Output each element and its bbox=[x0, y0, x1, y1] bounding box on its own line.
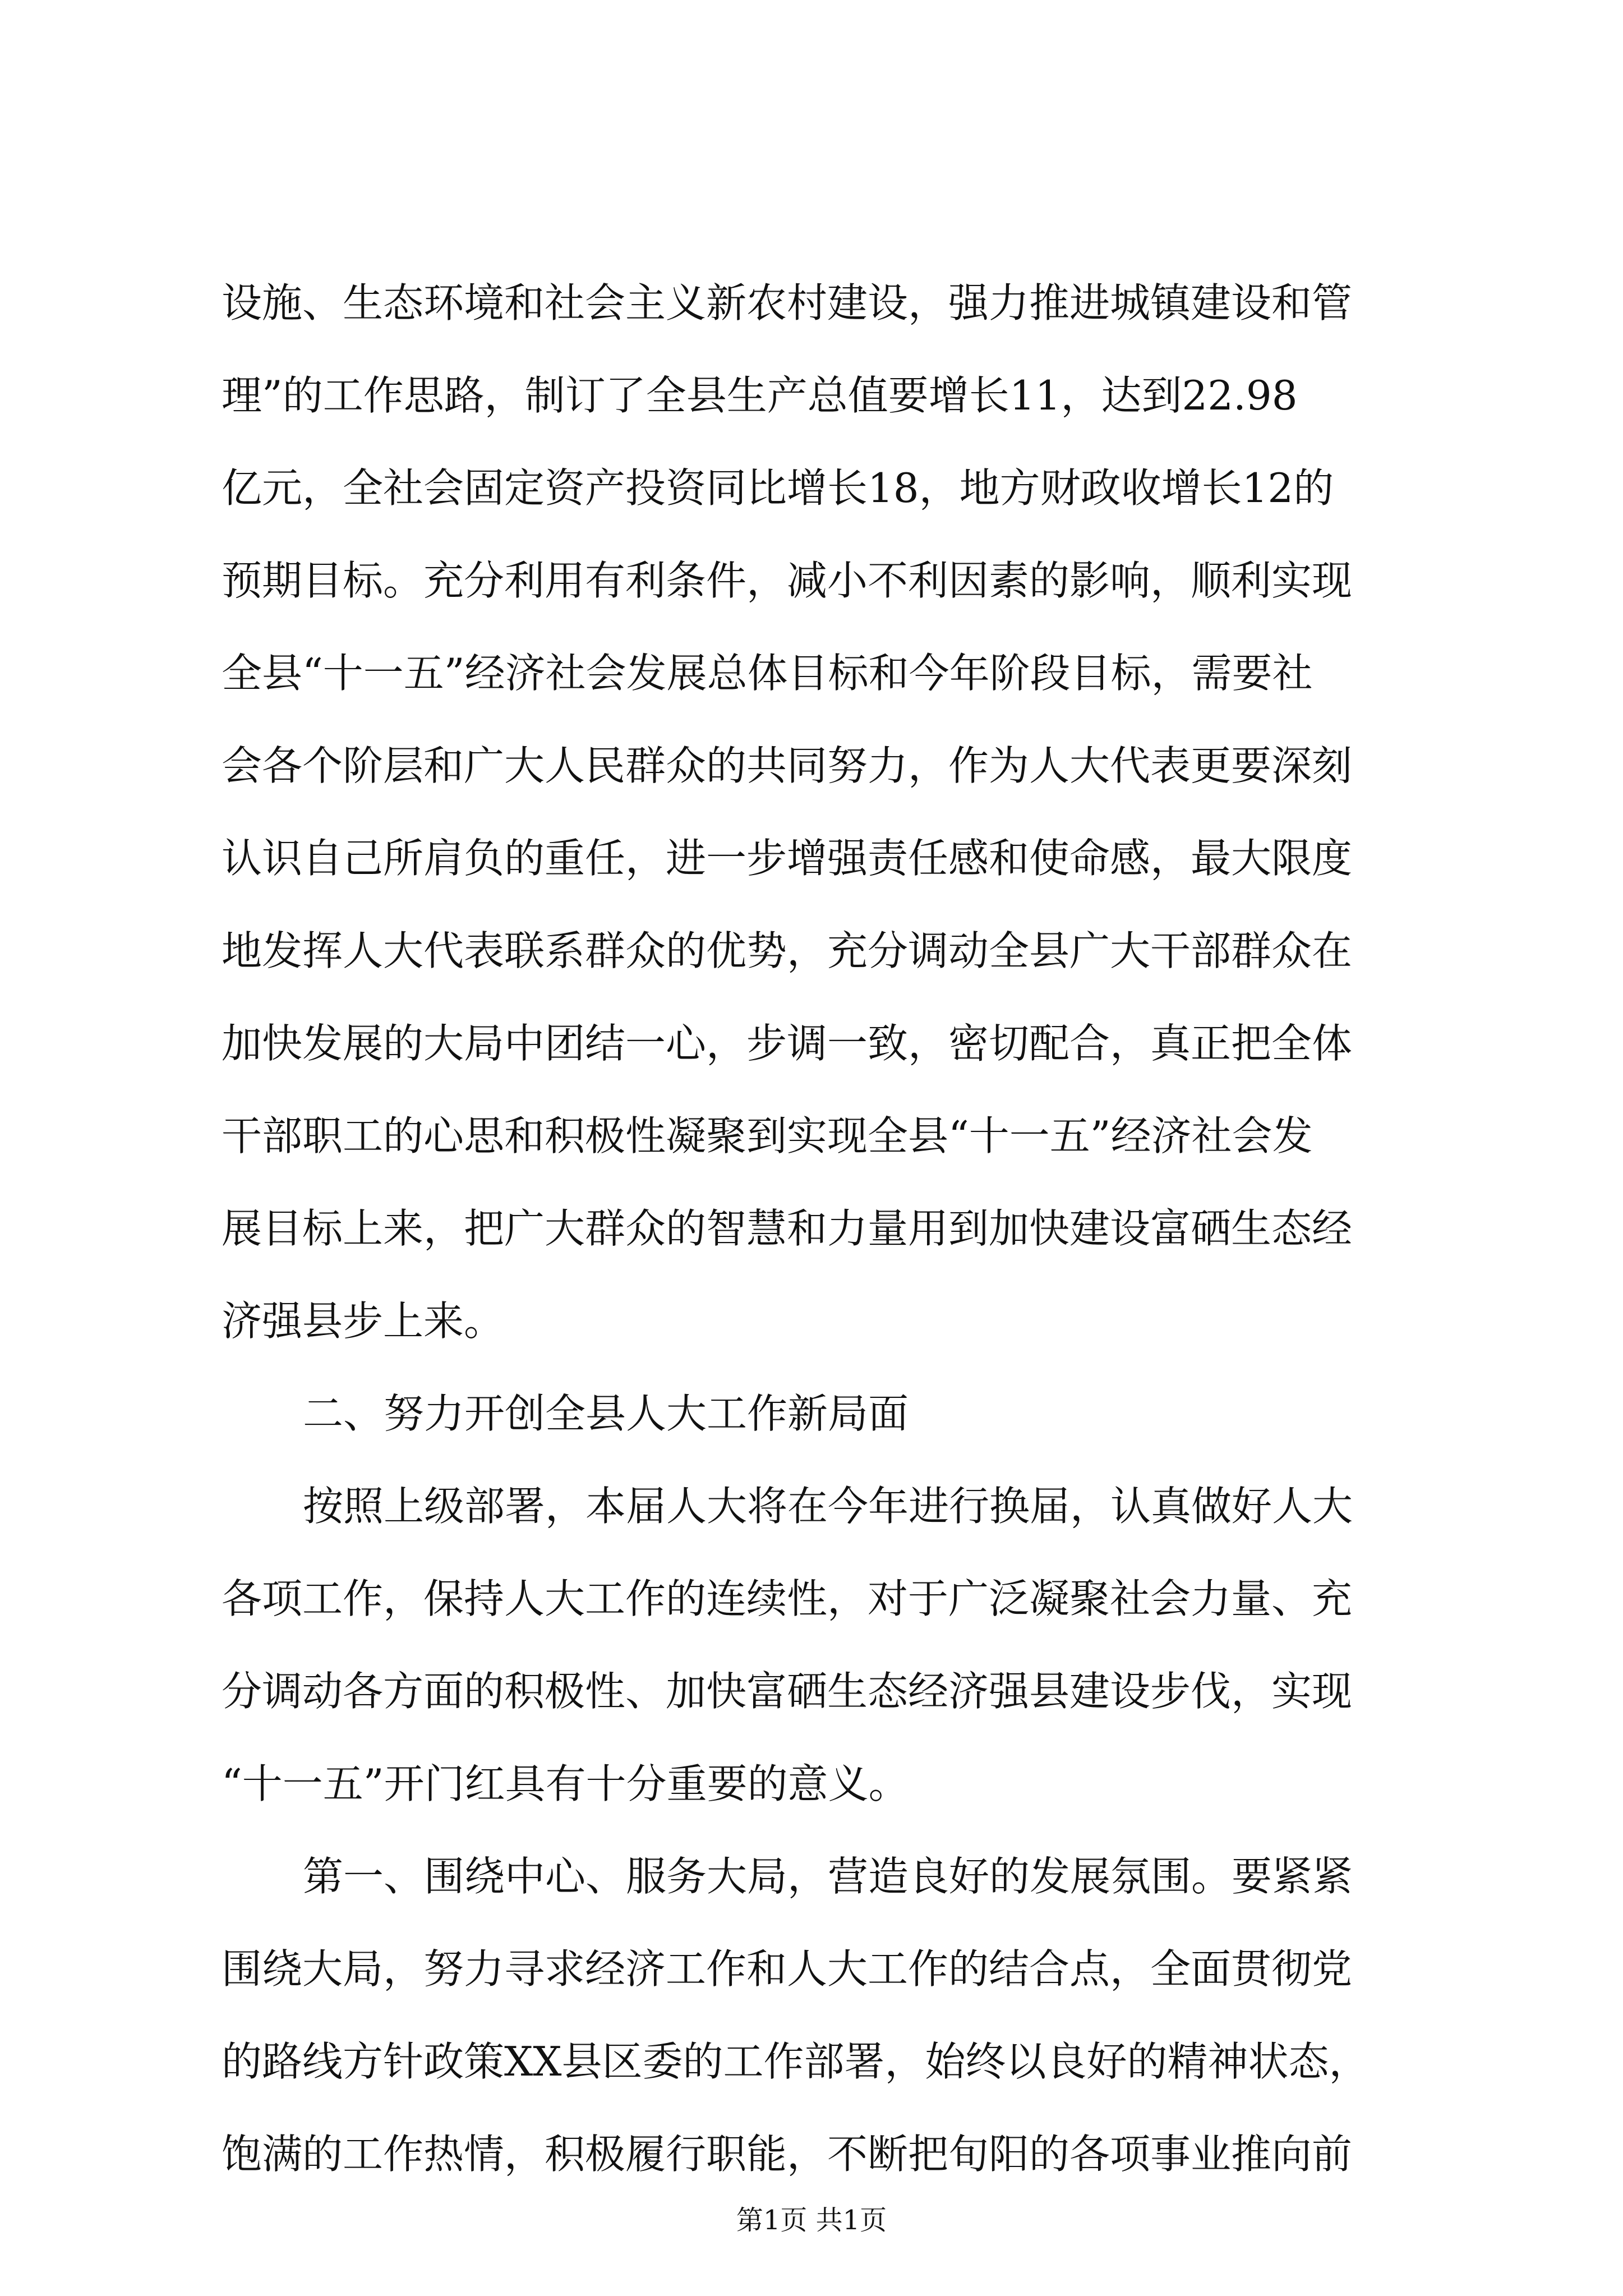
text-line: 济强县步上来。 bbox=[222, 1297, 505, 1345]
section-heading: 二、努力开创全县人大工作新局面 bbox=[303, 1390, 909, 1437]
text-line: 加快发展的大局中团结一心，步调一致，密切配合，真正把全体 bbox=[222, 1020, 1353, 1067]
text-line: 各项工作，保持人大工作的连续性，对于广泛凝聚社会力量、充 bbox=[222, 1575, 1353, 1622]
text-line: 按照上级部署，本届人大将在今年进行换届，认真做好人大 bbox=[303, 1483, 1353, 1530]
text-line: “十一五”开门红具有十分重要的意义。 bbox=[222, 1760, 909, 1807]
text-line: 干部职工的心思和积极性凝聚到实现全县“十一五”经济社会发 bbox=[222, 1112, 1313, 1159]
text-line: 地发挥人大代表联系群众的优势，充分调动全县广大干部群众在 bbox=[222, 927, 1353, 974]
text-line: 认识自己所肩负的重任，进一步增强责任感和使命感，最大限度 bbox=[222, 835, 1353, 882]
text-line: 设施、生态环境和社会主义新农村建设，强力推进城镇建设和管 bbox=[222, 279, 1353, 326]
page-footer: 第1页 共1页 bbox=[736, 2205, 887, 2236]
text-line: 理”的工作思路，制订了全县生产总值要增长11，达到22.98 bbox=[222, 372, 1298, 419]
text-line: 饱满的工作热情，积极履行职能，不断把旬阳的各项事业推向前 bbox=[222, 2131, 1353, 2178]
text-line: 全县“十一五”经济社会发展总体目标和今年阶段目标，需要社 bbox=[222, 650, 1313, 697]
text-line: 的路线方针政策XX县区委的工作部署，始终以良好的精神状态， bbox=[222, 2038, 1370, 2085]
text-line: 围绕大局，努力寻求经济工作和人大工作的结合点，全面贯彻党 bbox=[222, 1945, 1353, 1993]
text-line: 亿元，全社会固定资产投资同比增长18，地方财政收增长12的 bbox=[222, 464, 1334, 512]
text-line: 展目标上来，把广大群众的智慧和力量用到加快建设富硒生态经 bbox=[222, 1205, 1353, 1252]
text-line: 会各个阶层和广大人民群众的共同努力，作为人大代表更要深刻 bbox=[222, 742, 1353, 789]
text-line: 预期目标。充分利用有利条件，减小不利因素的影响，顺利实现 bbox=[222, 557, 1353, 604]
text-line: 分调动各方面的积极性、加快富硒生态经济强县建设步伐，实现 bbox=[222, 1668, 1353, 1715]
text-line: 第一、围绕中心、服务大局，营造良好的发展氛围。要紧紧 bbox=[303, 1853, 1353, 1900]
